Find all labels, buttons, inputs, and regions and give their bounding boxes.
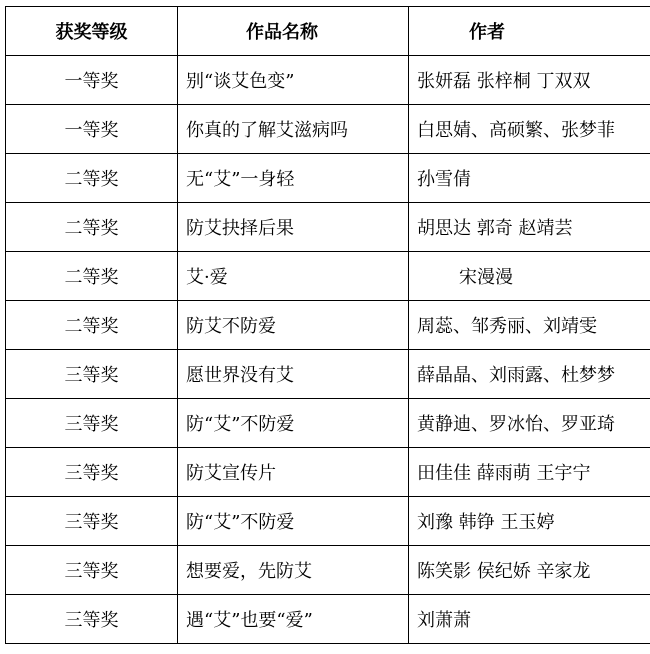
author-cell: 薛晶晶、刘雨露、杜梦梦: [409, 350, 650, 399]
table-row: [6, 252, 650, 301]
award-level-cell: 一等奖: [6, 105, 178, 154]
author-cell: 张妍磊 张梓桐 丁双双: [409, 56, 650, 105]
award-level-cell: 二等奖: [6, 301, 178, 350]
award-level-cell: 二等奖: [6, 154, 178, 203]
header-work-title: 作品名称: [178, 7, 409, 56]
table-row: [6, 154, 650, 203]
award-level-cell: 三等奖: [6, 448, 178, 497]
award-level-cell: 三等奖: [6, 350, 178, 399]
author-cell: 陈笑影 侯纪娇 辛家龙: [409, 546, 650, 595]
table-row: [6, 56, 650, 105]
award-level-cell: 三等奖: [6, 399, 178, 448]
author-cell: 白思婧、高硕繁、张梦菲: [409, 105, 650, 154]
header-award-level: 获奖等级: [6, 7, 178, 56]
author-cell: 刘萧萧: [409, 595, 650, 644]
work-title-cell: 艾·爱: [178, 252, 409, 301]
work-title-cell: 防“艾”不防爱: [178, 497, 409, 546]
work-title-cell: 想要爱，先防艾: [178, 546, 409, 595]
work-title-cell: 防艾抉择后果: [178, 203, 409, 252]
table-row: [6, 448, 650, 497]
header-author: 作者: [409, 7, 650, 56]
table-row: [6, 350, 650, 399]
table-row: [6, 497, 650, 546]
awards-table: [5, 6, 650, 644]
author-cell: 胡思达 郭奇 赵靖芸: [409, 203, 650, 252]
author-cell: 田佳佳 薛雨萌 王宇宁: [409, 448, 650, 497]
work-title-cell: 防艾宣传片: [178, 448, 409, 497]
header-row: [6, 7, 650, 56]
award-level-cell: 三等奖: [6, 595, 178, 644]
work-title-cell: 你真的了解艾滋病吗: [178, 105, 409, 154]
work-title-cell: 无“艾”一身轻: [178, 154, 409, 203]
author-cell: 宋漫漫: [409, 252, 650, 301]
table-row: [6, 595, 650, 644]
author-cell: 孙雪倩: [409, 154, 650, 203]
author-cell: 黄静迪、罗冰怡、罗亚琦: [409, 399, 650, 448]
work-title-cell: 防“艾”不防爱: [178, 399, 409, 448]
award-level-cell: 二等奖: [6, 203, 178, 252]
table-row: [6, 301, 650, 350]
author-cell: 周蕊、邹秀丽、刘靖雯: [409, 301, 650, 350]
award-level-cell: 三等奖: [6, 497, 178, 546]
author-cell: 刘豫 韩铮 王玉婷: [409, 497, 650, 546]
table-row: [6, 399, 650, 448]
work-title-cell: 别“谈艾色变”: [178, 56, 409, 105]
work-title-cell: 防艾不防爱: [178, 301, 409, 350]
table-row: [6, 546, 650, 595]
work-title-cell: 遇“艾”也要“爱”: [178, 595, 409, 644]
award-level-cell: 二等奖: [6, 252, 178, 301]
table-row: [6, 203, 650, 252]
work-title-cell: 愿世界没有艾: [178, 350, 409, 399]
award-level-cell: 三等奖: [6, 546, 178, 595]
table-row: [6, 105, 650, 154]
award-level-cell: 一等奖: [6, 56, 178, 105]
